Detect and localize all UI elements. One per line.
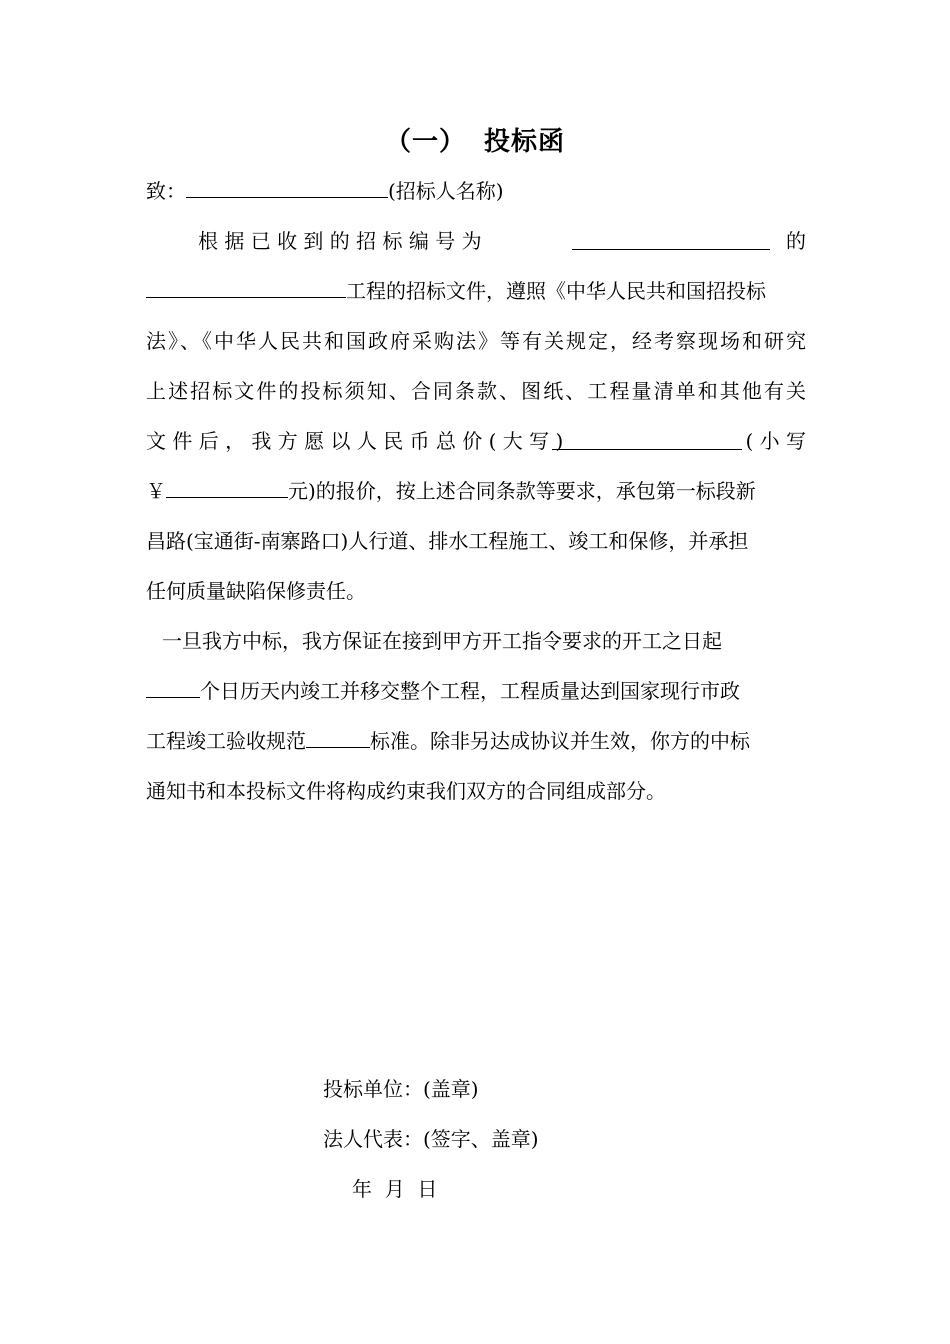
price-lowercase-blank	[166, 479, 288, 498]
yuan-symbol: ￥	[146, 479, 166, 503]
addressee-prefix: 致：	[146, 179, 186, 203]
addressee-suffix: (招标人名称)	[388, 179, 504, 203]
para1-line4: 上述招标文件的投标须知、合同条款、图纸、工程量清单和其他有关	[146, 379, 806, 403]
para1-line5	[146, 426, 806, 456]
para1-line1-end: 的	[786, 229, 806, 253]
price-uppercase-blank	[552, 431, 742, 450]
para1-line2	[146, 276, 806, 306]
para1-line1-text: 根 据 已 收 到 的 招 标 编 号 为	[198, 229, 482, 253]
para2-line2-text: 个日历天内竣工并移交整个工程，工程质量达到国家现行市政	[200, 679, 740, 703]
para2-line4: 通知书和本投标文件将构成约束我们双方的合同组成部分。	[146, 779, 666, 803]
para1-line6-text: 元)的报价，按上述合同条款等要求，承包第一标段新	[288, 479, 756, 503]
tenderee-name-blank	[186, 179, 388, 198]
para1-line5-end: ( 小 写	[745, 429, 806, 453]
bid-number-blank	[572, 231, 770, 250]
title-text: 投标函	[484, 127, 566, 157]
para1-line6	[146, 476, 806, 506]
para2-line2	[146, 676, 806, 706]
date-line: 年 月 日	[352, 1177, 438, 1201]
bidder-unit-line: 投标单位：(盖章)	[323, 1077, 479, 1101]
days-blank	[146, 679, 200, 698]
quality-standard-blank	[306, 729, 370, 748]
para1-line1	[198, 226, 806, 256]
page-title	[0, 120, 950, 164]
addressee-line	[146, 176, 806, 206]
para1-line3: 法》、《中华人民共和国政府采购法》等有关规定，经考察现场和研究	[146, 329, 806, 353]
para1-line8: 任何质量缺陷保修责任。	[146, 579, 366, 603]
title-number: （一）	[384, 127, 466, 157]
para2-line3-text-a: 工程竣工验收规范	[146, 729, 306, 753]
para2-line3	[146, 726, 806, 756]
para1-line5-text: 文 件 后 ， 我 方 愿 以 人 民 币 总 价 ( 大 写 )	[146, 429, 564, 453]
para2-line1: 一旦我方中标，我方保证在接到甲方开工指令要求的开工之日起	[162, 629, 722, 653]
para1-line7: 昌路(宝通街-南寨路口)人行道、排水工程施工、竣工和保修，并承担	[146, 529, 749, 553]
project-name-blank	[146, 279, 346, 298]
legal-representative-line: 法人代表：(签字、盖章)	[323, 1127, 539, 1151]
para1-line2-text: 工程的招标文件，遵照《中华人民共和国招投标	[346, 279, 766, 303]
para2-line3-text-b: 标准。除非另达成协议并生效，你方的中标	[370, 729, 750, 753]
